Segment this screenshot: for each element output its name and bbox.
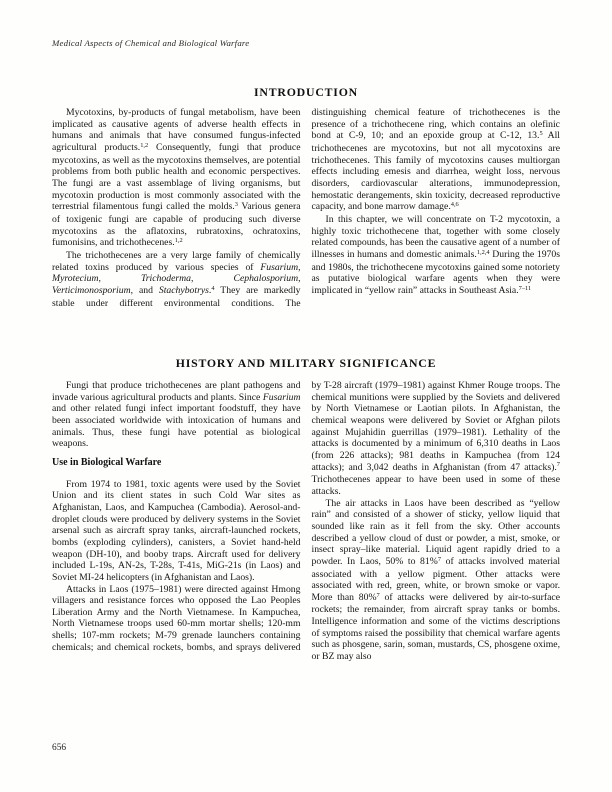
introduction-body	[52, 107, 560, 309]
paragraph: The trichothecenes are a very large family of chemically related toxins produced by various species of Fusarium, Myrotecium, Trichoderma, Cephalosporium, Verticimonosporium, and Stachybotrys.$^4$ They are markedly stable under different environmental conditions. The distinguishing chemical feature of trichothecenes is the presence of a trichothecene ring, which contains an olefinic bond at C-9, 10; and an epoxide group at C-12, 13.$^5$ All trichothecenes are mycotoxins, but not all mycotoxins are trichothecenes. This family of mycotoxins causes multiorgan effects including emesis and diarrhea, weight loss, nervous disorders, cardiovascular alterations, immunodepression, hemostatic derangements, skin toxicity, decreased reproductive capacity, and bone marrow damage.$^{4,6}$	[52, 107, 560, 309]
history-body	[52, 380, 560, 663]
paragraph: Fungi that produce trichothecenes are plant pathogens and invade various agricultural products and plants. Since Fusarium and other related fungi infect important foodstuff, they have been associated worldwide with intoxication of humans and animals. Thus, these fungi have potential as biological weapons.	[52, 380, 301, 450]
paragraph: Mycotoxins, by-products of fungal metabolism, have been implicated as causative agents of adverse health effects in humans and animals that have consumed fungus-infected agricultural products.$^{1,2}$ Consequently, fungi that produce mycotoxins, as well as the mycotoxins themselves, are potential problems from both public health and economic perspectives. The fungi are a vast assemblage of living organisms, but mycotoxin production is most commonly associated with the terrestrial filamentous fungi called the molds.$^3$ Various genera of toxigenic fungi are capable of producing such diverse mycotoxins as the aflatoxins, rubratoxins, ochratoxins, fumonisins, and trichothecenes.$^{1,2}$	[52, 107, 301, 249]
paragraph: The air attacks in Laos have been described as “yellow rain” and consisted of a shower of sticky, yellow liquid that sounded like rain as it fell from the sky. Other accounts described a yellow cloud of dust or powder, a mist, smoke, or insect spray–like material. Liquid agent rapidly dried to a powder. In Laos, 50% to 81%$^7$ of attacks involved material associated with a yellow pigment. Other attacks were associated with red, green, white, or brown smoke or vapor. More than 80%$^7$ of attacks were delivered by air-to-surface rockets; the remainder, from aircraft spray tanks or bombs. Intelligence information and some of the victims descriptions of symptoms raised the possibility that chemical warfare agents such as phosgene, sarin, soman, mustards, CS, phosgene oxime, or BZ may also	[311, 497, 561, 663]
paragraph: In this chapter, we will concentrate on T-2 mycotoxin, a highly toxic trichothecene that, together with some closely related compounds, has been the causative agent of a number of illnesses in humans and domestic animals.$^{1,2,4}$ During the 1970s and 1980s, the trichothecene mycotoxins gained some notoriety as putative biological warfare agents when they were implicated in “yellow rain” attacks in Southeast Asia.$^{7-11}$	[311, 213, 560, 296]
paragraph: Attacks in Laos (1975–1981) were directed against Hmong villagers and resistance forces who opposed the Lao Peoples Liberation Army and the North Vietnamese. In Kampuchea, North Vietnamese troops used 60-mm mortar shells; 120-mm shells; 107-mm rockets; M-79 grenade launchers containing chemicals; and chemical rockets, bombs, and sprays delivered by T-28 aircraft (1979–1981) against Khmer Rouge troops. The chemical munitions were supplied by the Soviets and delivered by North Vietnamese or Laotian pilots. In Afghanistan, the chemical weapons were delivered by Soviet or Afghan pilots against Mujahidin guerrillas (1979–1981). Lethality of the attacks is documented by a minimum of 6,310 deaths in Laos (from 226 attacks); 981 deaths in Kampuchea (from 124 attacks); and 3,042 deaths in Afghanistan (from 47 attacks).$^7$ Trichothecenes appear to have been used in some of these attacks.	[52, 380, 560, 653]
section-heading-introduction: INTRODUCTION	[254, 85, 358, 99]
page-number: 656	[52, 743, 67, 753]
section-heading-history-and-military-significance: HISTORY AND MILITARY SIGNIFICANCE	[175, 356, 437, 370]
paragraph: From 1974 to 1981, toxic agents were used by the Soviet Union and its client states in such Cold War sites as Afghanistan, Laos, and Kampuchea (Cambodia). Aerosol-and-droplet clouds were produced by delivery systems in the Soviet arsenal such as aircraft spray tanks, aircraft-launched rockets, bombs (exploding cylinders), canisters, a Soviet hand-held weapon (DH-10), and booby traps. Aircraft used for delivery included L-19s, AN-2s, T-28s, T-41s, MiG-21s (in Laos) and Soviet MI-24 helicopters (in Afghanistan and Laos).	[52, 478, 301, 583]
subsection-heading-use-in-biological-warfare: Use in Biological Warfare	[52, 456, 162, 468]
running-header: Medical Aspects of Chemical and Biological Warfare	[52, 38, 250, 48]
